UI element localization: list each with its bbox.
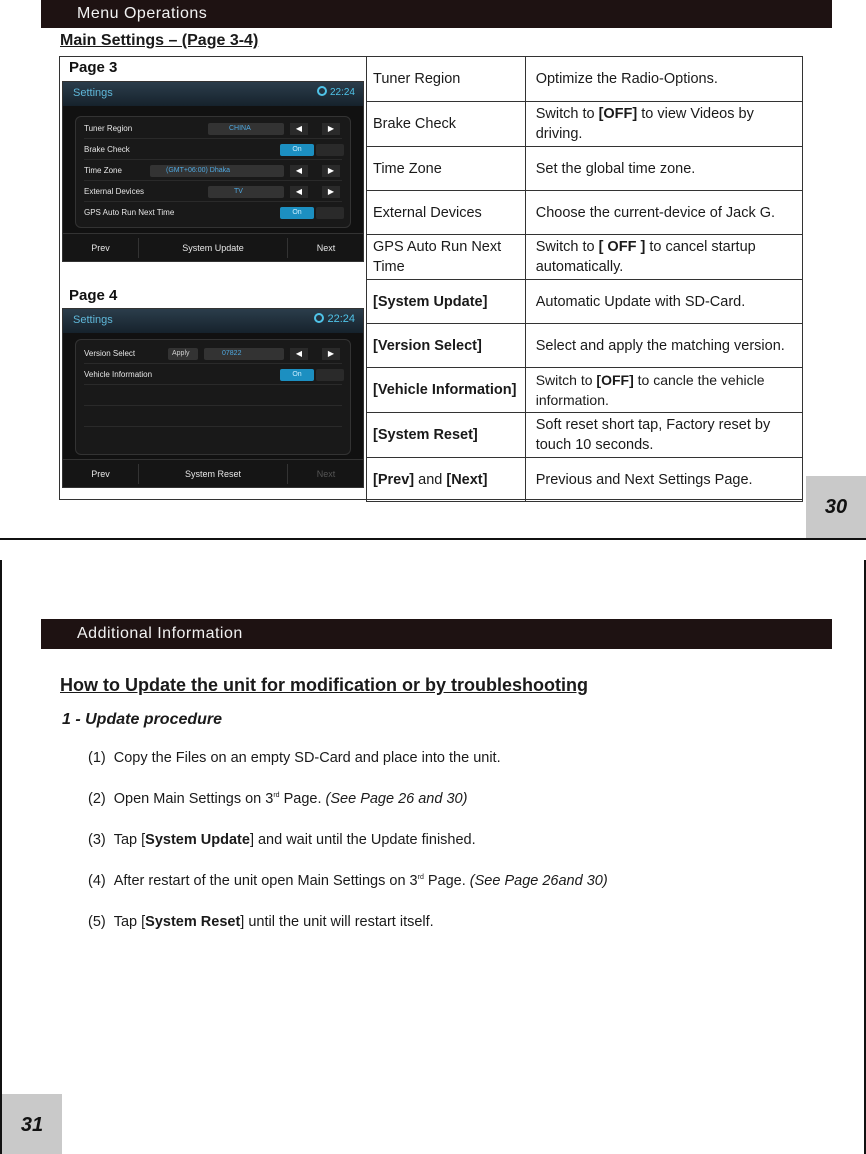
toggle-off[interactable]	[316, 207, 344, 219]
arrow-left-icon[interactable]: ◀	[290, 348, 308, 360]
page-3-label: Page 3	[69, 59, 118, 76]
page-4-label: Page 4	[69, 287, 118, 304]
setting-description: Select and apply the matching version.	[525, 324, 802, 368]
next-button-disabled: Next	[316, 469, 336, 479]
empty-row	[84, 428, 342, 448]
table-row	[367, 458, 803, 502]
empty-row	[84, 407, 342, 427]
system-update-button[interactable]: System Update	[182, 243, 244, 253]
setting-value: (GMT+06:00) Dhaka	[166, 167, 230, 174]
settings-screen-page-3	[62, 81, 364, 262]
section-header-bar: Menu Operations	[41, 0, 832, 28]
setting-name: Time Zone	[367, 147, 526, 191]
setting-value: TV	[234, 188, 243, 195]
screen-title: Settings	[73, 87, 113, 99]
value-box	[204, 348, 284, 360]
step-text: Copy the Files on an empty SD-Card and place into the unit.	[113, 750, 501, 766]
procedure-step: (2) Open Main Settings on 3rd Page. (See Page 26 and 30)	[88, 791, 468, 807]
setting-value: 07822	[222, 350, 242, 357]
setting-value: CHINA	[229, 125, 251, 132]
clock-icon	[317, 86, 327, 96]
arrow-right-icon[interactable]: ▶	[322, 186, 340, 198]
setting-label: Version Select	[84, 349, 136, 358]
setting-name: External Devices	[367, 191, 526, 235]
step-number: (1)	[88, 750, 106, 766]
procedure-step: (3) Tap [System Update] and wait until the Update finished.	[88, 832, 476, 848]
setting-row-tuner-region[interactable]	[84, 119, 342, 139]
table-row	[367, 235, 803, 280]
screen-footer	[63, 233, 363, 261]
table-row	[367, 324, 803, 368]
setting-description: Automatic Update with SD-Card.	[525, 280, 802, 324]
setting-name: [Version Select]	[367, 324, 526, 368]
arrow-left-icon[interactable]: ◀	[290, 165, 308, 177]
main-settings-title: Main Settings – (Page 3-4)	[60, 32, 259, 49]
clock	[314, 313, 355, 325]
table-row	[367, 280, 803, 324]
apply-button[interactable]: Apply	[172, 350, 190, 357]
setting-name: Tuner Region	[367, 57, 526, 102]
table-row	[367, 147, 803, 191]
system-reset-button[interactable]: System Reset	[184, 469, 242, 479]
setting-row-brake-check[interactable]	[84, 140, 342, 160]
page-divider	[0, 538, 866, 540]
procedure-step: (5) Tap [System Reset] until the unit will restart itself.	[88, 914, 434, 930]
setting-label: Tuner Region	[84, 124, 133, 133]
section-header-bar: Additional Information	[41, 619, 832, 649]
setting-row-version-select[interactable]	[84, 344, 342, 364]
arrow-left-icon[interactable]: ◀	[290, 123, 308, 135]
setting-name: Brake Check	[367, 102, 526, 147]
table-row	[367, 102, 803, 147]
screen-header	[63, 309, 363, 333]
setting-row-external-devices[interactable]	[84, 182, 342, 202]
arrow-left-icon[interactable]: ◀	[290, 186, 308, 198]
step-number: (2)	[88, 791, 106, 807]
table-row	[367, 413, 803, 458]
toggle-on[interactable]: On	[280, 144, 314, 156]
setting-description: Switch to [OFF] to view Videos by driving.	[525, 102, 802, 147]
step-number: (5)	[88, 914, 106, 930]
settings-description-table	[366, 56, 803, 502]
setting-label: GPS Auto Run Next Time	[84, 208, 175, 217]
clock-time: 22:24	[329, 87, 355, 98]
empty-row	[84, 386, 342, 406]
clock-icon	[314, 313, 324, 323]
table-row	[367, 57, 803, 102]
setting-name: [Prev] and [Next]	[367, 458, 526, 502]
prev-button[interactable]: Prev	[91, 243, 110, 253]
step-number: (3)	[88, 832, 106, 848]
table-row	[367, 191, 803, 235]
setting-row-vehicle-information[interactable]	[84, 365, 342, 385]
toggle-on[interactable]: On	[280, 369, 314, 381]
page-number: 31	[2, 1094, 62, 1154]
procedure-step: (4) After restart of the unit open Main Settings on 3rd Page. (See Page 26and 30)	[88, 873, 608, 889]
setting-description: Set the global time zone.	[525, 147, 802, 191]
toggle-off[interactable]	[316, 369, 344, 381]
setting-name: GPS Auto Run Next Time	[367, 235, 526, 280]
screen-header	[63, 82, 363, 106]
setting-description: Choose the current-device of Jack G.	[525, 191, 802, 235]
arrow-right-icon[interactable]: ▶	[322, 348, 340, 360]
settings-list	[75, 339, 351, 455]
setting-label: Vehicle Information	[84, 370, 153, 379]
setting-description: Soft reset short tap, Factory reset by touch 10 seconds.	[525, 413, 802, 458]
clock	[317, 86, 355, 98]
setting-row-gps-auto-run[interactable]	[84, 203, 342, 223]
arrow-right-icon[interactable]: ▶	[322, 123, 340, 135]
toggle-on[interactable]: On	[280, 207, 314, 219]
page-number: 30	[806, 476, 866, 538]
step-number: (4)	[88, 873, 106, 889]
procedure-step	[88, 750, 501, 766]
table-row	[367, 368, 803, 413]
prev-button[interactable]: Prev	[91, 469, 110, 479]
setting-label: Brake Check	[84, 145, 130, 154]
setting-description: Switch to [ OFF ] to cancel startup automatically.	[525, 235, 802, 280]
setting-description: Switch to [OFF] to cancle the vehicle information.	[525, 368, 802, 413]
screen-title: Settings	[73, 314, 113, 326]
setting-row-time-zone[interactable]	[84, 161, 342, 181]
settings-screen-page-4	[62, 308, 364, 488]
setting-name: [System Update]	[367, 280, 526, 324]
setting-label: External Devices	[84, 187, 145, 196]
arrow-right-icon[interactable]: ▶	[322, 165, 340, 177]
setting-description: Optimize the Radio-Options.	[525, 57, 802, 102]
setting-description: Previous and Next Settings Page.	[525, 458, 802, 502]
setting-label: Time Zone	[84, 166, 122, 175]
page-border	[0, 560, 2, 1154]
clock-time: 22:24	[327, 313, 355, 325]
toggle-off[interactable]	[316, 144, 344, 156]
value-box	[208, 186, 284, 198]
procedure-title: 1 - Update procedure	[62, 711, 223, 728]
screen-footer	[63, 459, 363, 487]
setting-name: [System Reset]	[367, 413, 526, 458]
update-guide-title: How to Update the unit for modification or by troubleshooting	[60, 675, 588, 695]
next-button[interactable]: Next	[316, 243, 336, 253]
settings-list	[75, 116, 351, 228]
setting-name: [Vehicle Information]	[367, 368, 526, 413]
